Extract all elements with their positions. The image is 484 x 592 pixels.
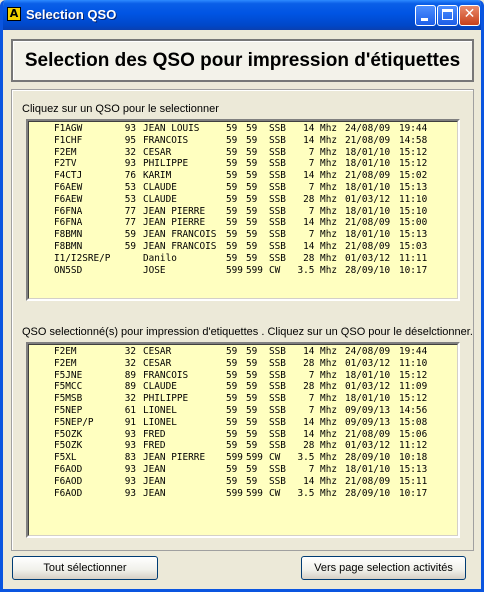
- qso-name-cell: JEAN FRANCOIS: [143, 229, 217, 241]
- qso-band-cell: 3.5 Mhz: [297, 264, 337, 276]
- qso-row[interactable]: [29, 346, 457, 358]
- qso-date-cell: 28/09/10: [345, 487, 391, 499]
- window-title: Selection QSO: [26, 7, 117, 22]
- qso-row[interactable]: [29, 147, 457, 159]
- qso-name-cell: CESAR: [143, 346, 172, 357]
- qso-dept-cell: 59: [124, 229, 136, 241]
- qso-rr-cell: 599: [246, 452, 263, 464]
- qso-date-cell: 24/08/09: [345, 346, 391, 357]
- qso-band-cell: 14 Mhz: [303, 134, 337, 146]
- qso-time-cell: 15:12: [399, 158, 428, 170]
- qso-dept-cell: 93: [124, 463, 136, 475]
- qso-time-cell: 10:17: [399, 487, 428, 499]
- qso-rr-cell: 59: [246, 134, 258, 146]
- qso-row[interactable]: [29, 182, 457, 194]
- qso-date-cell: 09/09/13: [345, 404, 391, 416]
- qso-rs-cell: 59: [226, 393, 238, 405]
- qso-time-cell: 10:18: [399, 452, 428, 464]
- qso-row[interactable]: [29, 488, 457, 500]
- qso-call-cell: F6AOD: [54, 475, 83, 487]
- qso-name-cell: FRANCOIS: [143, 369, 189, 381]
- qso-name-cell: PHILIPPE: [143, 158, 189, 170]
- header-box: [11, 39, 474, 82]
- qso-name-cell: JEAN: [143, 463, 166, 475]
- qso-band-cell: 14 Mhz: [303, 240, 337, 252]
- qso-mode-cell: SSB: [269, 205, 286, 217]
- qso-band-cell: 7 Mhz: [308, 205, 337, 217]
- qso-name-cell: JEAN PIERRE: [143, 217, 206, 229]
- available-qso-rows: [29, 122, 457, 276]
- app-icon: A: [7, 7, 21, 21]
- qso-row[interactable]: [29, 158, 457, 170]
- qso-rr-cell: 59: [246, 170, 258, 182]
- qso-dept-cell: 93: [124, 487, 136, 499]
- qso-dept-cell: 32: [124, 357, 136, 369]
- qso-row[interactable]: [29, 170, 457, 182]
- qso-date-cell: 21/08/09: [345, 134, 391, 146]
- qso-mode-cell: SSB: [269, 404, 286, 416]
- qso-date-cell: 18/01/10: [345, 393, 391, 405]
- qso-mode-cell: SSB: [269, 475, 286, 487]
- qso-dept-cell: 89: [124, 369, 136, 381]
- qso-time-cell: 15:06: [399, 428, 428, 440]
- qso-date-cell: 18/01/10: [345, 463, 391, 475]
- qso-row[interactable]: [29, 476, 457, 488]
- qso-call-cell: F6FNA: [54, 217, 83, 229]
- qso-date-cell: 24/08/09: [345, 123, 391, 134]
- qso-dept-cell: 77: [124, 205, 136, 217]
- qso-date-cell: 18/01/10: [345, 205, 391, 217]
- qso-name-cell: LIONEL: [143, 416, 177, 428]
- qso-dept-cell: 93: [124, 123, 136, 134]
- qso-time-cell: 15:13: [399, 229, 428, 241]
- title-bar[interactable]: [3, 0, 481, 30]
- qso-time-cell: 15:00: [399, 217, 428, 229]
- qso-call-cell: F4CTJ: [54, 170, 83, 182]
- qso-band-cell: 7 Mhz: [308, 404, 337, 416]
- qso-rr-cell: 59: [246, 181, 258, 193]
- qso-rr-cell: 59: [246, 193, 258, 205]
- qso-time-cell: 15:11: [399, 475, 428, 487]
- qso-rs-cell: 59: [226, 346, 238, 357]
- qso-mode-cell: SSB: [269, 357, 286, 369]
- qso-call-cell: I1/I2SRE/P: [54, 252, 111, 264]
- qso-rr-cell: 59: [246, 158, 258, 170]
- qso-row[interactable]: [29, 440, 457, 452]
- qso-dept-cell: 32: [124, 346, 136, 357]
- qso-row[interactable]: [29, 123, 457, 135]
- qso-row[interactable]: [29, 229, 457, 241]
- qso-rs-cell: 599: [226, 487, 243, 499]
- qso-band-cell: 28 Mhz: [303, 381, 337, 393]
- selected-list-label: QSO selectionné(s) pour impression d'etiquettes . Cliquez sur un QSO pour le déselctionner.: [22, 326, 473, 338]
- qso-time-cell: 15:13: [399, 181, 428, 193]
- qso-call-cell: F5OZK: [54, 428, 83, 440]
- qso-rr-cell: 59: [246, 217, 258, 229]
- qso-rs-cell: 59: [226, 193, 238, 205]
- qso-name-cell: Danilo: [143, 252, 177, 264]
- qso-time-cell: 15:08: [399, 416, 428, 428]
- qso-band-cell: 28 Mhz: [303, 440, 337, 452]
- qso-mode-cell: SSB: [269, 170, 286, 182]
- maximize-icon: [442, 9, 453, 20]
- qso-dept-cell: 83: [124, 452, 136, 464]
- qso-date-cell: 18/01/10: [345, 146, 391, 158]
- qso-dept-cell: 91: [124, 416, 136, 428]
- qso-call-cell: F8BMN: [54, 229, 83, 241]
- qso-rr-cell: 59: [246, 229, 258, 241]
- qso-call-cell: F6AOD: [54, 487, 83, 499]
- selected-qso-list-inner: [28, 344, 458, 536]
- qso-rr-cell: 59: [246, 357, 258, 369]
- qso-call-cell: F6FNA: [54, 205, 83, 217]
- selected-qso-rows: [29, 345, 457, 499]
- qso-time-cell: 11:12: [399, 440, 428, 452]
- qso-date-cell: 18/01/10: [345, 158, 391, 170]
- qso-name-cell: FRANCOIS: [143, 134, 189, 146]
- qso-rr-cell: 59: [246, 416, 258, 428]
- qso-rr-cell: 59: [246, 146, 258, 158]
- qso-rs-cell: 59: [226, 229, 238, 241]
- qso-call-cell: F5OZK: [54, 440, 83, 452]
- qso-date-cell: 28/09/10: [345, 264, 391, 276]
- qso-dept-cell: 93: [124, 428, 136, 440]
- qso-row[interactable]: [29, 217, 457, 229]
- qso-call-cell: F5NEP: [54, 404, 83, 416]
- qso-band-cell: 14 Mhz: [303, 428, 337, 440]
- qso-date-cell: 18/01/10: [345, 181, 391, 193]
- qso-call-cell: F6AOD: [54, 463, 83, 475]
- qso-row[interactable]: [29, 429, 457, 441]
- qso-time-cell: 15:12: [399, 393, 428, 405]
- qso-rr-cell: 59: [246, 346, 258, 357]
- qso-date-cell: 21/08/09: [345, 475, 391, 487]
- qso-dept-cell: 76: [124, 170, 136, 182]
- qso-mode-cell: SSB: [269, 346, 286, 357]
- qso-rs-cell: 59: [226, 170, 238, 182]
- qso-mode-cell: CW: [269, 487, 281, 499]
- qso-date-cell: 01/03/12: [345, 381, 391, 393]
- qso-date-cell: 18/01/10: [345, 369, 391, 381]
- qso-mode-cell: SSB: [269, 369, 286, 381]
- qso-date-cell: 21/08/09: [345, 170, 391, 182]
- qso-mode-cell: CW: [269, 264, 281, 276]
- qso-band-cell: 28 Mhz: [303, 357, 337, 369]
- qso-call-cell: F5MCC: [54, 381, 83, 393]
- qso-row[interactable]: [29, 358, 457, 370]
- qso-band-cell: 3.5 Mhz: [297, 487, 337, 499]
- qso-name-cell: KARIM: [143, 170, 172, 182]
- qso-name-cell: PHILIPPE: [143, 393, 189, 405]
- qso-date-cell: 01/03/12: [345, 357, 391, 369]
- qso-mode-cell: SSB: [269, 440, 286, 452]
- qso-rs-cell: 59: [226, 158, 238, 170]
- qso-band-cell: 7 Mhz: [308, 369, 337, 381]
- qso-time-cell: 11:10: [399, 193, 428, 205]
- qso-time-cell: 15:10: [399, 205, 428, 217]
- qso-band-cell: 14 Mhz: [303, 217, 337, 229]
- qso-time-cell: 19:44: [399, 346, 428, 357]
- qso-call-cell: F1AGW: [54, 123, 83, 134]
- qso-dept-cell: 93: [124, 440, 136, 452]
- qso-row[interactable]: [29, 253, 457, 265]
- qso-time-cell: 10:17: [399, 264, 428, 276]
- qso-time-cell: 11:10: [399, 357, 428, 369]
- page-title: Selection des QSO pour impression d'étiquettes: [24, 50, 461, 71]
- qso-dept-cell: 89: [124, 381, 136, 393]
- select-all-button[interactable]: Tout sélectionner: [12, 556, 158, 580]
- qso-dept-cell: 53: [124, 181, 136, 193]
- qso-row[interactable]: [29, 405, 457, 417]
- qso-name-cell: JEAN PIERRE: [143, 452, 206, 464]
- qso-call-cell: F2TV: [54, 158, 77, 170]
- qso-name-cell: JEAN: [143, 487, 166, 499]
- qso-time-cell: 15:13: [399, 463, 428, 475]
- qso-dept-cell: 32: [124, 146, 136, 158]
- qso-row[interactable]: [29, 381, 457, 393]
- qso-rr-cell: 59: [246, 205, 258, 217]
- qso-rs-cell: 59: [226, 475, 238, 487]
- qso-call-cell: F1CHF: [54, 134, 83, 146]
- qso-date-cell: 09/09/13: [345, 416, 391, 428]
- qso-call-cell: F6AEW: [54, 181, 83, 193]
- qso-call-cell: F6AEW: [54, 193, 83, 205]
- qso-rr-cell: 59: [246, 123, 258, 134]
- qso-mode-cell: SSB: [269, 146, 286, 158]
- qso-date-cell: 21/08/09: [345, 240, 391, 252]
- qso-name-cell: CESAR: [143, 146, 172, 158]
- qso-row[interactable]: [29, 464, 457, 476]
- close-button[interactable]: [459, 5, 480, 26]
- qso-mode-cell: SSB: [269, 393, 286, 405]
- qso-rs-cell: 59: [226, 217, 238, 229]
- qso-call-cell: F2EM: [54, 346, 77, 357]
- qso-panel: [11, 89, 474, 551]
- qso-rs-cell: 599: [226, 452, 243, 464]
- qso-band-cell: 14 Mhz: [303, 475, 337, 487]
- qso-time-cell: 15:12: [399, 369, 428, 381]
- qso-time-cell: 11:11: [399, 252, 428, 264]
- qso-name-cell: CLAUDE: [143, 381, 177, 393]
- qso-rr-cell: 59: [246, 252, 258, 264]
- qso-rr-cell: 59: [246, 463, 258, 475]
- qso-band-cell: 14 Mhz: [303, 416, 337, 428]
- qso-name-cell: CLAUDE: [143, 181, 177, 193]
- qso-rs-cell: 59: [226, 123, 238, 134]
- qso-name-cell: JEAN LOUIS: [143, 123, 200, 134]
- qso-mode-cell: SSB: [269, 252, 286, 264]
- qso-name-cell: CLAUDE: [143, 193, 177, 205]
- qso-rs-cell: 59: [226, 404, 238, 416]
- qso-rr-cell: 59: [246, 381, 258, 393]
- qso-rs-cell: 59: [226, 205, 238, 217]
- qso-rs-cell: 59: [226, 416, 238, 428]
- qso-mode-cell: SSB: [269, 240, 286, 252]
- close-icon: ✕: [463, 6, 476, 22]
- qso-name-cell: JEAN FRANCOIS: [143, 240, 217, 252]
- selected-qso-list[interactable]: [26, 342, 460, 538]
- qso-rs-cell: 59: [226, 369, 238, 381]
- qso-mode-cell: SSB: [269, 217, 286, 229]
- qso-time-cell: 19:44: [399, 123, 428, 134]
- qso-name-cell: LIONEL: [143, 404, 177, 416]
- minimize-icon: [421, 18, 428, 21]
- qso-mode-cell: SSB: [269, 463, 286, 475]
- qso-name-cell: JEAN: [143, 475, 166, 487]
- qso-dept-cell: 93: [124, 158, 136, 170]
- qso-band-cell: 14 Mhz: [303, 170, 337, 182]
- qso-rs-cell: 59: [226, 440, 238, 452]
- qso-mode-cell: SSB: [269, 134, 286, 146]
- qso-rr-cell: 59: [246, 404, 258, 416]
- qso-rr-cell: 59: [246, 428, 258, 440]
- qso-date-cell: 21/08/09: [345, 428, 391, 440]
- qso-band-cell: 14 Mhz: [303, 123, 337, 134]
- qso-row[interactable]: [29, 241, 457, 253]
- qso-call-cell: F2EM: [54, 357, 77, 369]
- qso-name-cell: JOSE: [143, 264, 166, 276]
- qso-band-cell: 7 Mhz: [308, 181, 337, 193]
- qso-band-cell: 7 Mhz: [308, 229, 337, 241]
- qso-time-cell: 15:03: [399, 240, 428, 252]
- qso-time-cell: 11:09: [399, 381, 428, 393]
- qso-mode-cell: SSB: [269, 428, 286, 440]
- qso-row[interactable]: [29, 194, 457, 206]
- qso-mode-cell: SSB: [269, 193, 286, 205]
- maximize-button[interactable]: [437, 5, 458, 26]
- qso-row[interactable]: [29, 265, 457, 277]
- qso-name-cell: FRED: [143, 428, 166, 440]
- minimize-button[interactable]: [415, 5, 436, 26]
- qso-band-cell: 14 Mhz: [303, 346, 337, 357]
- qso-time-cell: 15:02: [399, 170, 428, 182]
- qso-mode-cell: SSB: [269, 123, 286, 134]
- qso-rr-cell: 59: [246, 440, 258, 452]
- qso-row[interactable]: [29, 393, 457, 405]
- qso-time-cell: 15:12: [399, 146, 428, 158]
- qso-date-cell: 21/08/09: [345, 217, 391, 229]
- qso-band-cell: 28 Mhz: [303, 193, 337, 205]
- qso-dept-cell: 59: [124, 240, 136, 252]
- qso-rs-cell: 59: [226, 252, 238, 264]
- qso-row[interactable]: [29, 135, 457, 147]
- qso-rs-cell: 59: [226, 134, 238, 146]
- qso-mode-cell: SSB: [269, 229, 286, 241]
- qso-name-cell: FRED: [143, 440, 166, 452]
- qso-date-cell: 01/03/12: [345, 440, 391, 452]
- qso-call-cell: F5JNE: [54, 369, 83, 381]
- qso-dept-cell: 32: [124, 393, 136, 405]
- qso-mode-cell: CW: [269, 452, 281, 464]
- qso-call-cell: F5XL: [54, 452, 77, 464]
- qso-name-cell: CESAR: [143, 357, 172, 369]
- qso-date-cell: 01/03/12: [345, 193, 391, 205]
- qso-band-cell: 7 Mhz: [308, 463, 337, 475]
- qso-row[interactable]: [29, 206, 457, 218]
- qso-band-cell: 28 Mhz: [303, 252, 337, 264]
- qso-mode-cell: SSB: [269, 181, 286, 193]
- qso-mode-cell: SSB: [269, 158, 286, 170]
- qso-row[interactable]: [29, 370, 457, 382]
- qso-rs-cell: 59: [226, 357, 238, 369]
- qso-dept-cell: 93: [124, 475, 136, 487]
- qso-row[interactable]: [29, 452, 457, 464]
- activities-page-button[interactable]: Vers page selection activités: [301, 556, 466, 580]
- qso-time-cell: 14:58: [399, 134, 428, 146]
- qso-rr-cell: 599: [246, 264, 263, 276]
- available-list-label: Cliquez sur un QSO pour le selectionner: [22, 103, 219, 115]
- qso-rr-cell: 59: [246, 369, 258, 381]
- qso-rs-cell: 59: [226, 240, 238, 252]
- qso-name-cell: JEAN PIERRE: [143, 205, 206, 217]
- qso-time-cell: 14:56: [399, 404, 428, 416]
- qso-call-cell: F5MSB: [54, 393, 83, 405]
- qso-rs-cell: 59: [226, 463, 238, 475]
- qso-call-cell: F8BMN: [54, 240, 83, 252]
- available-qso-list-inner: [28, 121, 458, 299]
- qso-rs-cell: 59: [226, 381, 238, 393]
- qso-band-cell: 7 Mhz: [308, 146, 337, 158]
- qso-call-cell: F5NEP/P: [54, 416, 94, 428]
- qso-rs-cell: 59: [226, 428, 238, 440]
- qso-dept-cell: 61: [124, 404, 136, 416]
- qso-dept-cell: 53: [124, 193, 136, 205]
- qso-rr-cell: 59: [246, 475, 258, 487]
- qso-band-cell: 3.5 Mhz: [297, 452, 337, 464]
- qso-dept-cell: 95: [124, 134, 136, 146]
- qso-call-cell: F2EM: [54, 146, 77, 158]
- available-qso-list[interactable]: [26, 119, 460, 301]
- qso-rs-cell: 59: [226, 181, 238, 193]
- qso-date-cell: 28/09/10: [345, 452, 391, 464]
- qso-mode-cell: SSB: [269, 381, 286, 393]
- qso-rr-cell: 59: [246, 240, 258, 252]
- qso-band-cell: 7 Mhz: [308, 158, 337, 170]
- qso-band-cell: 7 Mhz: [308, 393, 337, 405]
- qso-mode-cell: SSB: [269, 416, 286, 428]
- qso-rs-cell: 599: [226, 264, 243, 276]
- qso-date-cell: 01/03/12: [345, 252, 391, 264]
- qso-row[interactable]: [29, 417, 457, 429]
- qso-rr-cell: 59: [246, 393, 258, 405]
- window-client-area: [3, 30, 481, 589]
- qso-rr-cell: 599: [246, 487, 263, 499]
- qso-call-cell: ON5SD: [54, 264, 83, 276]
- qso-date-cell: 18/01/10: [345, 229, 391, 241]
- qso-rs-cell: 59: [226, 146, 238, 158]
- qso-dept-cell: 77: [124, 217, 136, 229]
